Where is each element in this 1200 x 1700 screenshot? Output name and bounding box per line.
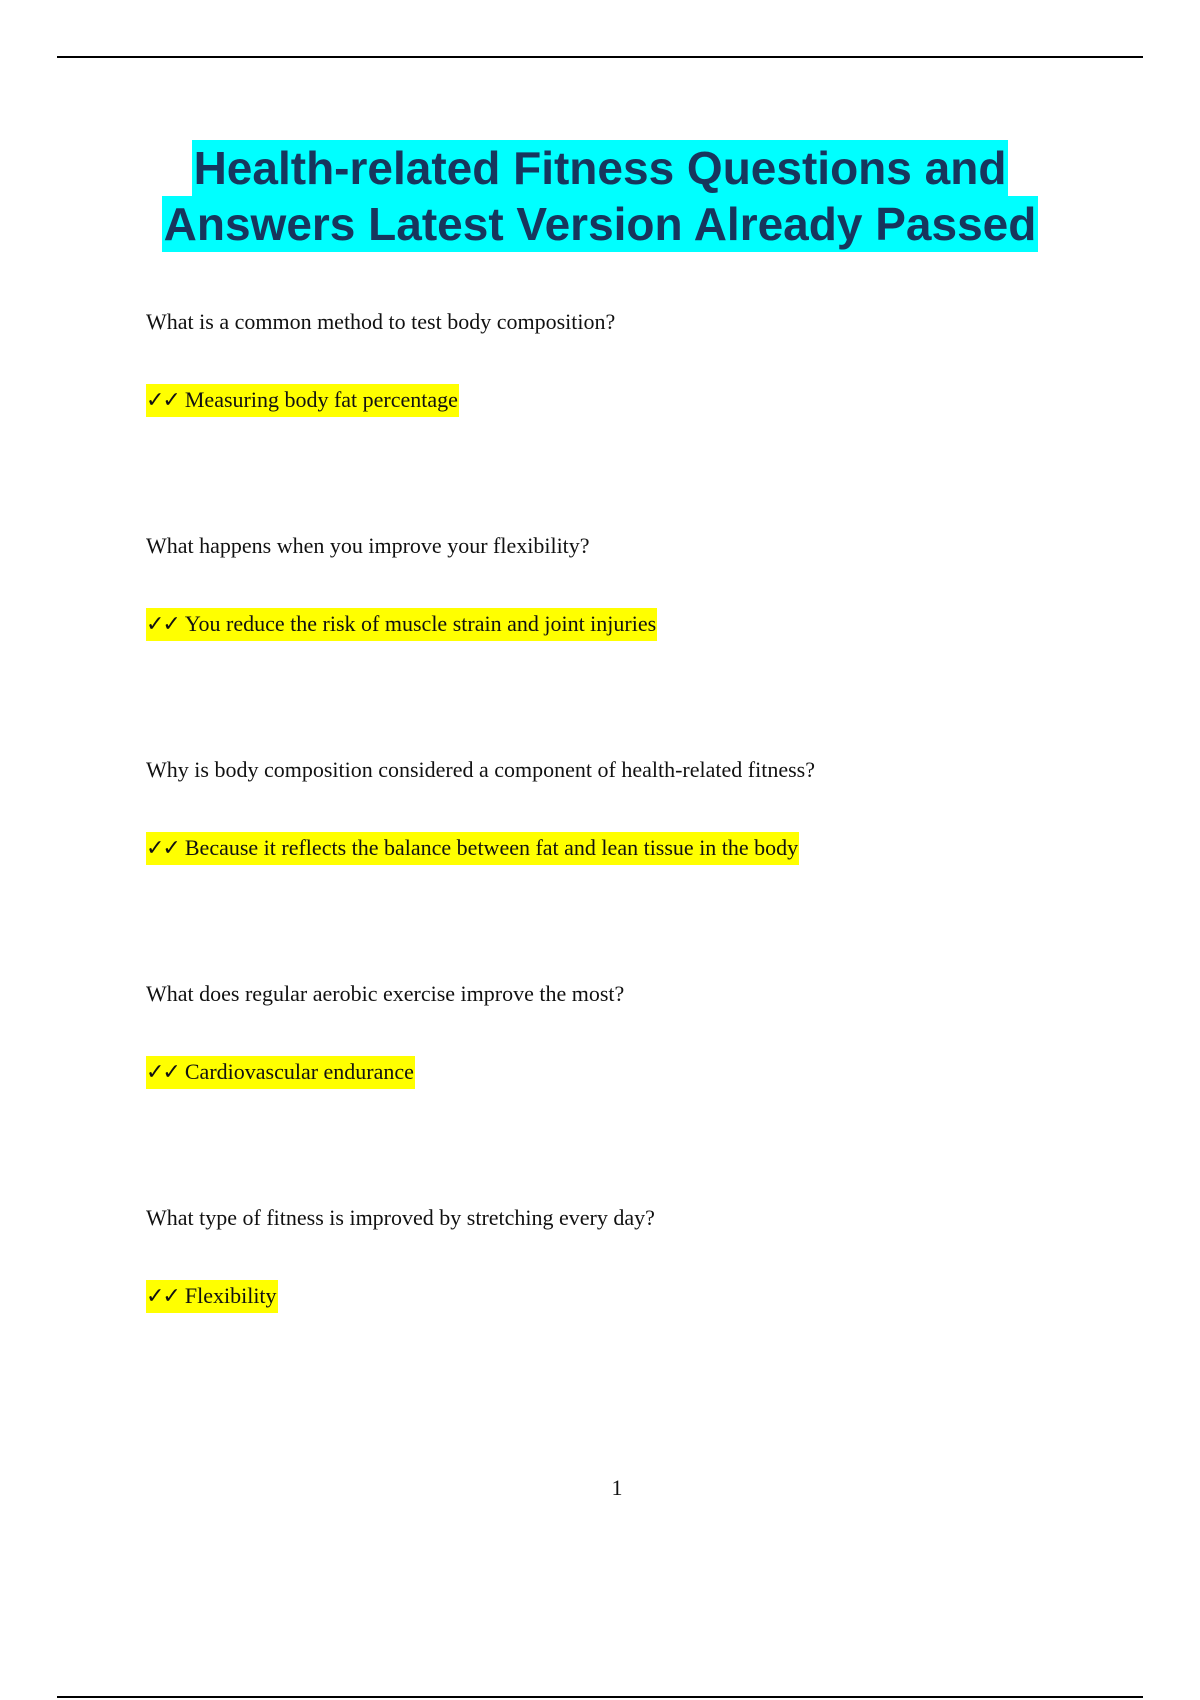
answer-highlight — [146, 1280, 278, 1313]
qa-item — [146, 756, 1106, 980]
answer-highlight — [146, 1056, 415, 1089]
question-text: Why is body composition considered a component of health-related fitness? — [146, 757, 815, 782]
answer-highlight — [146, 384, 459, 417]
answer-text: Measuring body fat percentage — [184, 387, 458, 412]
check-icon: ✓✓ — [146, 1284, 179, 1309]
qa-item — [146, 980, 1106, 1204]
answer-text: You reduce the risk of muscle strain and joint injuries — [184, 611, 657, 636]
answer-text: Flexibility — [184, 1283, 277, 1308]
answer-highlight — [146, 608, 657, 641]
qa-item — [146, 1204, 1106, 1428]
question-text: What type of fitness is improved by stretching every day? — [146, 1205, 655, 1230]
title-line-1: Health-related Fitness Questions and — [193, 142, 1007, 194]
answer-text: Because it reflects the balance between fat and lean tissue in the body — [184, 835, 799, 860]
title-line-2: Answers Latest Version Already Passed — [163, 198, 1037, 250]
question-text: What is a common method to test body composition? — [146, 309, 616, 334]
qa-item — [146, 308, 1106, 532]
check-icon: ✓✓ — [146, 836, 179, 861]
check-icon: ✓✓ — [146, 1060, 179, 1085]
question-text: What happens when you improve your flexibility? — [146, 533, 590, 558]
top-rule — [57, 56, 1143, 58]
check-icon: ✓✓ — [146, 612, 179, 637]
qa-list — [146, 308, 1106, 1428]
check-icon: ✓✓ — [146, 388, 179, 413]
bottom-rule — [57, 1696, 1143, 1698]
qa-item — [146, 532, 1106, 756]
page-number: 1 — [611, 1475, 623, 1500]
answer-highlight — [146, 832, 799, 865]
question-text: What does regular aerobic exercise improve the most? — [146, 981, 625, 1006]
answer-text: Cardiovascular endurance — [184, 1059, 414, 1084]
document-title — [0, 140, 1200, 252]
